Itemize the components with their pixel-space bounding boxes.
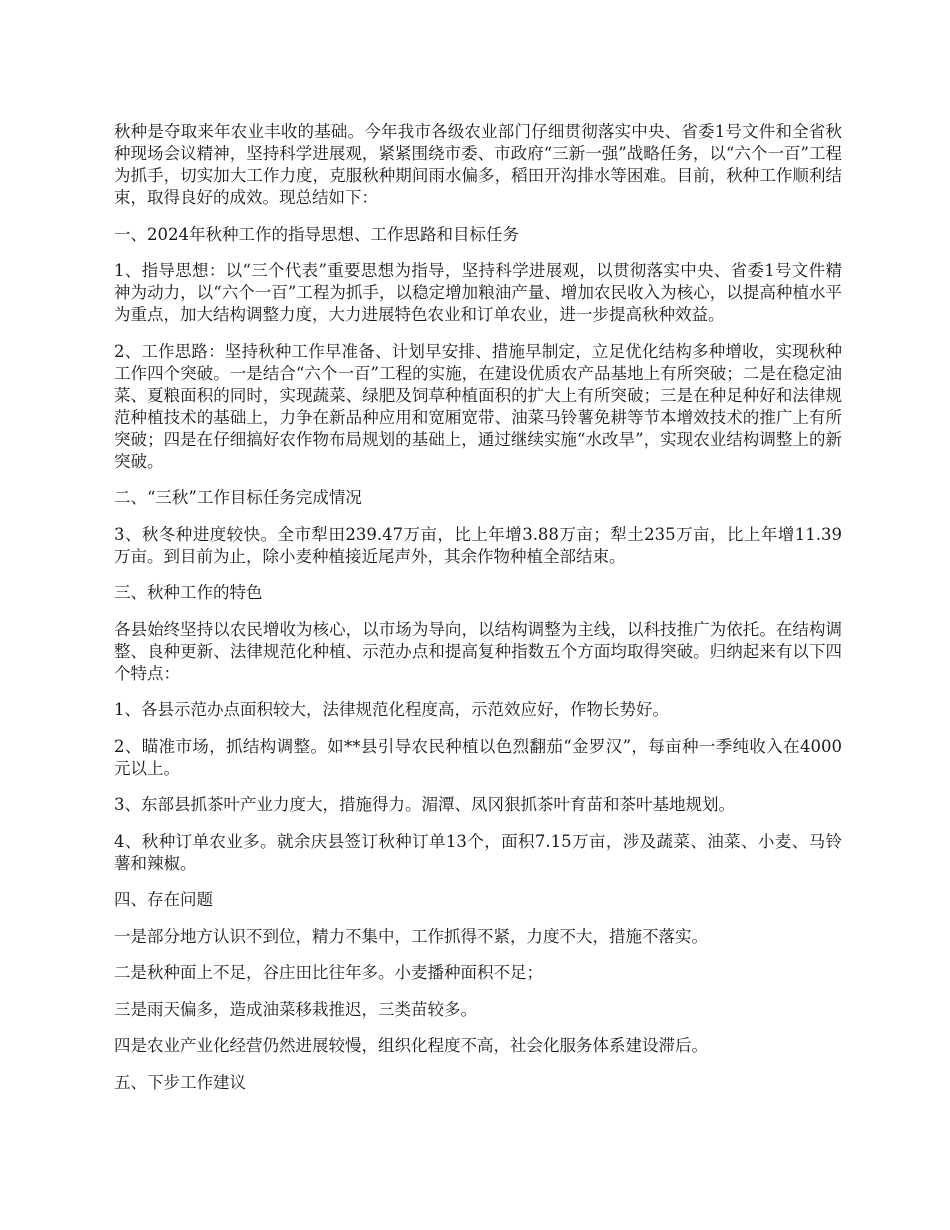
features-intro-paragraph: 各县始终坚持以农民增收为核心，以市场为导向，以结构调整为主线，以科技推广为依托。在结构调整、良种更新、法律规范化种植、示范办点和提高复种指数五个方面均取得突破。归纳起来有以下四个特点：	[114, 619, 842, 683]
feature-item-2: 2、瞄准市场，抓结构调整。如**县引导农民种植以色烈翻茄“金罗汉”，每亩种一季纯收入在4000元以上。	[114, 736, 842, 778]
progress-paragraph: 3、秋冬种进度较快。全市犁田239.47万亩，比上年增3.88万亩；犁土235万亩，比上年增11.39万亩。到目前为止，除小麦种植接近尾声外，其余作物种植全部结束。	[114, 524, 842, 566]
document-body	[114, 121, 842, 1108]
guiding-thought-paragraph: 1、指导思想：以“三个代表”重要思想为指导，坚持科学进展观，以贯彻落实中央、省委1号文件精神为动力，以“六个一百”工程为抓手，以稳定增加粮油产量、增加农民收入为核心，以提高种植水平为重点，加大结构调整力度，大力进展特色农业和订单农业，进一步提高秋种效益。	[114, 261, 842, 324]
feature-item-3: 3、东部县抓茶叶产业力度大，措施得力。湄潭、凤冈狠抓茶叶育苗和茶叶基地规划。	[114, 795, 735, 814]
section-heading-5: 五、下步工作建议	[114, 1072, 246, 1092]
problem-item-4: 四是农业产业化经营仍然进展较慢，组织化程度不高，社会化服务体系建设滞后。	[114, 1036, 708, 1055]
work-approach-paragraph: 2、工作思路：坚持秋种工作早准备、计划早安排、措施早制定，立足优化结构多种增收，实现秋种工作四个突破。一是结合“六个一百”工程的实施，在建设优质农产品基地上有所突破；二是在稳定油菜、夏粮面积的同时，实现蔬菜、绿肥及饲草种植面积的扩大上有所突破；三是在种足种好和法律规范种植技术的基础上，力争在新品种应用和宽厢宽带、油菜马铃薯免耕等节本增效技术的推广上有所突破；四是在仔细搞好农作物布局规划的基础上，通过继续实施“水改旱”，实现农业结构调整上的新突破。	[114, 341, 842, 471]
problem-item-3: 三是雨天偏多，造成油菜移栽推迟，三类苗较多。	[114, 999, 477, 1019]
feature-item-1: 1、各县示范办点面积较大，法律规范化程度高，示范效应好，作物长势好。	[114, 700, 669, 719]
section-heading-3: 三、秋种工作的特色	[114, 583, 263, 602]
feature-item-4: 4、秋种订单农业多。就余庆县签订秋种订单13个，面积7.15万亩，涉及蔬菜、油菜、小麦、马铃薯和辣椒。	[114, 831, 842, 873]
problem-item-1: 一是部分地方认识不到位，精力不集中，工作抓得不紧，力度不大，措施不落实。	[114, 926, 708, 946]
section-heading-4: 四、存在问题	[114, 890, 213, 909]
section-heading-2: 二、“三秋”工作目标任务完成情况	[114, 488, 362, 507]
intro-paragraph: 秋种是夺取来年农业丰收的基础。今年我市各级农业部门仔细贯彻落实中央、省委1号文件和全省秋种现场会议精神，坚持科学进展观，紧紧围绕市委、市政府“三新一强”战略任务，以“六个一百”工程为抓手，切实加大工作力度，克服秋种期间雨水偏多，稻田开沟排水等困难。目前，秋种工作顺利结束，取得良好的成效。现总结如下：	[114, 122, 842, 207]
problem-item-2: 二是秋种面上不足，谷庄田比往年多。小麦播种面积不足；	[114, 963, 543, 982]
section-heading-1: 一、2024年秋种工作的指导思想、工作思路和目标任务	[114, 224, 519, 244]
